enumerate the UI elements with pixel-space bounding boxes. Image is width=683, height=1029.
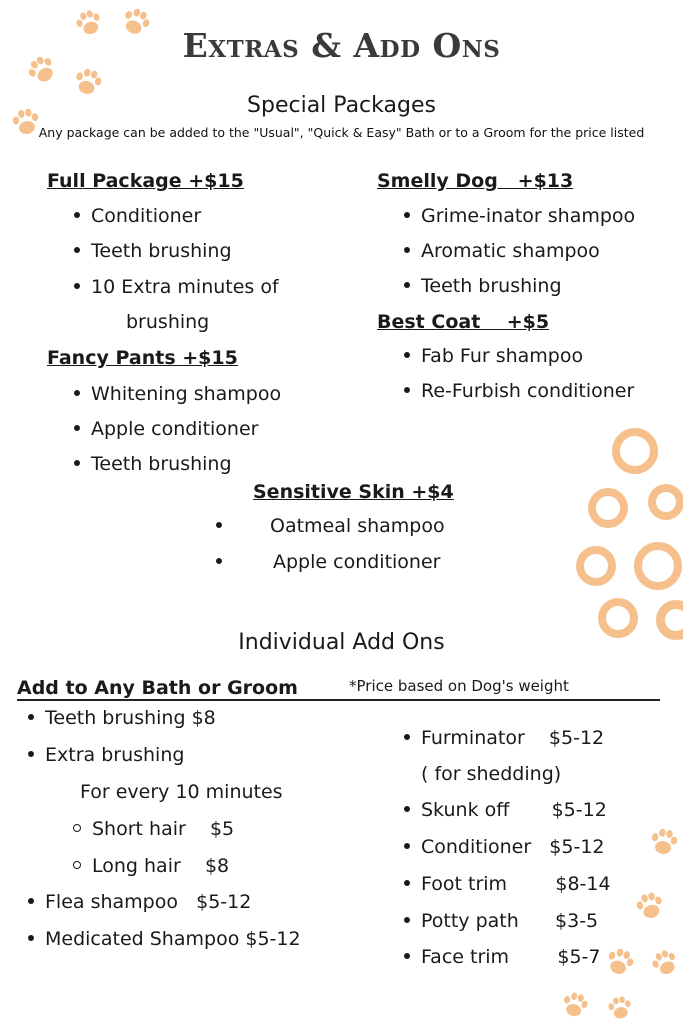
list-item: Furminator $5-12 — [404, 727, 604, 749]
donut-ring-icon — [588, 488, 628, 528]
list-item: Whitening shampoo — [74, 383, 281, 405]
donut-ring-icon — [634, 542, 682, 590]
paw-icon — [604, 992, 636, 1024]
list-item: Teeth brushing $8 — [28, 707, 216, 729]
paw-icon — [557, 987, 594, 1024]
weight-price-note: *Price based on Dog's weight — [349, 677, 569, 695]
donut-ring-icon — [648, 484, 683, 520]
list-item: Conditioner — [74, 205, 201, 227]
list-item: Foot trim $8-14 — [404, 873, 611, 895]
list-item-note: ( for shedding) — [421, 763, 562, 785]
list-item: Flea shampoo $5-12 — [28, 891, 251, 913]
list-item: Conditioner $5-12 — [404, 836, 605, 858]
special-packages-subtitle: Any package can be added to the "Usual", "Quick & Easy" Bath or to a Groom for the price listed — [38, 125, 645, 140]
paw-icon — [645, 943, 683, 983]
list-item: Fab Fur shampoo — [404, 345, 583, 367]
list-item: Apple conditioner — [74, 418, 258, 440]
best-coat-title: Best Coat +$5 — [377, 311, 550, 333]
list-item: Face trim $5-7 — [404, 946, 601, 968]
list-item: Teeth brushing — [404, 275, 562, 297]
donut-ring-icon — [612, 428, 658, 474]
list-item: Oatmeal shampoo — [216, 515, 445, 537]
list-item-note: For every 10 minutes — [80, 781, 283, 803]
list-item: 10 Extra minutes of — [74, 276, 279, 298]
list-item: Extra brushing — [28, 744, 184, 766]
list-item: Potty path $3-5 — [404, 910, 598, 932]
fancy-pants-title: Fancy Pants +$15 — [47, 347, 238, 369]
list-item: Teeth brushing — [74, 453, 232, 475]
donut-ring-icon — [576, 546, 616, 586]
section-underline — [17, 699, 660, 701]
list-item: Apple conditioner — [216, 551, 440, 573]
add-to-any-heading: Add to Any Bath or Groom — [17, 677, 298, 699]
list-subitem: Long hair $8 — [73, 855, 229, 877]
sensitive-skin-title: Sensitive Skin +$4 — [253, 481, 454, 503]
full-package-title: Full Package +$15 — [47, 170, 244, 192]
individual-addons-heading: Individual Add Ons — [238, 630, 445, 655]
list-item: Teeth brushing — [74, 240, 232, 262]
page-title: Extras & Add Ons — [182, 26, 501, 65]
list-item: Re-Furbish conditioner — [404, 380, 634, 402]
paw-icon — [630, 886, 669, 925]
list-item: Medicated Shampoo $5-12 — [28, 928, 301, 950]
list-item-continuation: brushing — [126, 311, 210, 333]
list-item: Grime-inator shampoo — [404, 205, 635, 227]
special-packages-heading: Special Packages — [247, 93, 436, 118]
paw-icon — [645, 823, 682, 860]
list-item: Aromatic shampoo — [404, 240, 600, 262]
paw-icon — [599, 941, 640, 982]
smelly-dog-title: Smelly Dog +$13 — [377, 170, 574, 192]
list-item: Skunk off $5-12 — [404, 799, 607, 821]
list-subitem: Short hair $5 — [73, 818, 234, 840]
